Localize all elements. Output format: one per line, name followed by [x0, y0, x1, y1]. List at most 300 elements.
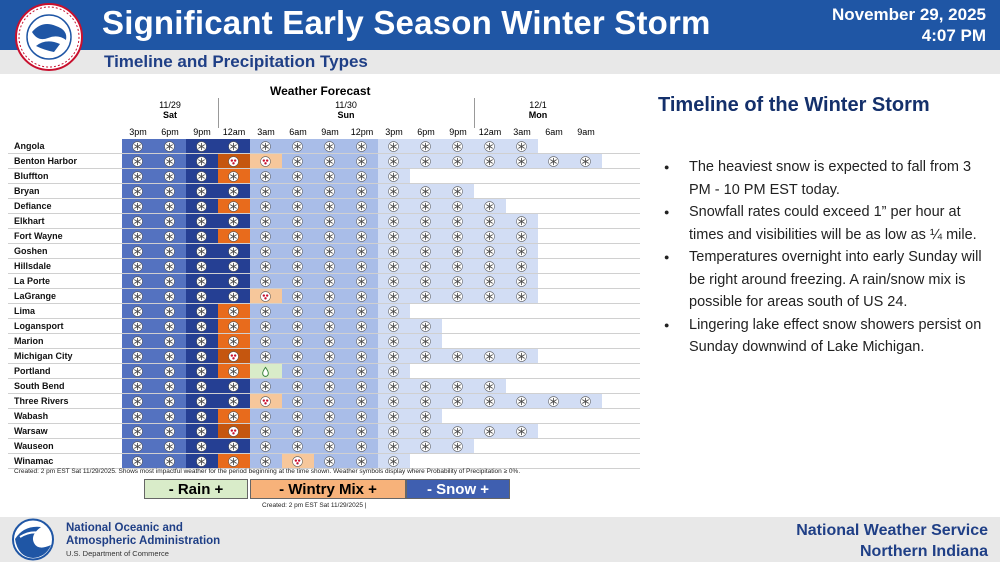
snow-cell	[122, 319, 154, 334]
snow-cell	[282, 349, 314, 364]
wintry-mix-cell	[250, 154, 282, 169]
snow-cell	[186, 244, 218, 259]
snowflake-icon	[260, 171, 271, 182]
snowflake-icon	[292, 426, 303, 437]
snow-cell	[218, 184, 250, 199]
snow-cell	[154, 439, 186, 454]
snowflake-icon	[356, 351, 367, 362]
snow-cell	[474, 199, 506, 214]
time-label: 9pm	[193, 127, 211, 137]
snowflake-icon	[196, 456, 207, 467]
forecast-row	[8, 364, 640, 379]
date-text: November 29, 2025	[831, 5, 986, 24]
snowflake-icon	[164, 261, 175, 272]
snowflake-icon	[132, 426, 143, 437]
snow-cell	[474, 154, 506, 169]
snowflake-icon	[324, 411, 335, 422]
snowflake-icon	[260, 441, 271, 452]
snow-cell	[378, 274, 410, 289]
snow-cell	[218, 394, 250, 409]
snow-cell	[570, 394, 602, 409]
snow-cell	[250, 439, 282, 454]
snow-cell	[474, 394, 506, 409]
snow-cell	[442, 274, 474, 289]
snowflake-icon	[260, 411, 271, 422]
snow-cell	[122, 139, 154, 154]
bullet-text: Snowfall rates could exceed 1” per hour at times and visibilities will be as low as ¼ mile.	[689, 204, 977, 243]
snow-cell	[442, 289, 474, 304]
snowflake-icon	[260, 216, 271, 227]
snowflake-icon	[292, 291, 303, 302]
snow-cell	[378, 184, 410, 199]
snowflake-icon	[292, 381, 303, 392]
snow-cell	[314, 169, 346, 184]
snow-cell	[250, 334, 282, 349]
wintry-mix-cell	[218, 229, 250, 244]
snowflake-icon	[484, 426, 495, 437]
snowflake-icon	[484, 381, 495, 392]
snowflake-icon	[228, 276, 239, 287]
snowflake-icon	[228, 441, 239, 452]
snowflake-icon	[420, 351, 431, 362]
snowflake-icon	[228, 306, 239, 317]
snowflake-icon	[484, 141, 495, 152]
snowflake-icon	[324, 141, 335, 152]
snow-cell	[378, 364, 410, 379]
graphic-title: Weather Forecast	[270, 84, 371, 98]
snow-cell	[154, 139, 186, 154]
snow-cell	[218, 214, 250, 229]
snowflake-icon	[388, 216, 399, 227]
snow-cell	[250, 349, 282, 364]
snowflake-icon	[292, 396, 303, 407]
snowflake-icon	[292, 156, 303, 167]
snowflake-icon	[420, 156, 431, 167]
snowflake-icon	[260, 261, 271, 272]
snowflake-icon	[356, 141, 367, 152]
wintry-mix-cell	[218, 364, 250, 379]
snow-cell	[122, 334, 154, 349]
snowflake-icon	[324, 276, 335, 287]
snowflake-icon	[164, 141, 175, 152]
snowflake-icon	[292, 411, 303, 422]
snowflake-icon	[164, 456, 175, 467]
snow-cell	[154, 394, 186, 409]
snow-cell	[378, 394, 410, 409]
snow-cell	[186, 154, 218, 169]
location-name: Fort Wayne	[14, 231, 63, 241]
snow-cell	[314, 364, 346, 379]
location-name: Goshen	[14, 246, 48, 256]
snow-cell	[250, 379, 282, 394]
snowflake-icon	[356, 441, 367, 452]
forecast-row	[8, 394, 640, 409]
snowflake-icon	[228, 336, 239, 347]
snowflake-icon	[260, 456, 271, 467]
forecast-row	[8, 259, 640, 274]
snowflake-icon	[132, 351, 143, 362]
snow-cell	[442, 229, 474, 244]
snow-cell	[314, 259, 346, 274]
snowflake-icon	[388, 276, 399, 287]
snowflake-icon	[356, 171, 367, 182]
forecast-row	[8, 169, 640, 184]
wintry-mix-cell	[218, 319, 250, 334]
snowflake-icon	[228, 456, 239, 467]
snowflake-icon	[164, 321, 175, 332]
snow-cell	[474, 214, 506, 229]
snowflake-icon	[132, 201, 143, 212]
snowflake-icon	[388, 261, 399, 272]
snow-cell	[442, 214, 474, 229]
snow-cell	[250, 304, 282, 319]
location-name: La Porte	[14, 276, 51, 286]
time-label: 6am	[545, 127, 563, 137]
snow-cell	[314, 199, 346, 214]
day-date: 11/29	[159, 100, 181, 110]
snowflake-icon	[292, 351, 303, 362]
snow-cell	[474, 229, 506, 244]
snowflake-icon	[356, 456, 367, 467]
bullet-dot-icon: ●	[664, 252, 670, 262]
snowflake-icon	[164, 276, 175, 287]
time-label: 9am	[577, 127, 595, 137]
snow-cell	[186, 139, 218, 154]
snowflake-icon	[388, 141, 399, 152]
snow-cell	[154, 229, 186, 244]
snowflake-icon	[260, 426, 271, 437]
snowflake-icon	[388, 186, 399, 197]
snow-cell	[218, 139, 250, 154]
location-name: Wabash	[14, 411, 49, 421]
rain-snow-mix-icon	[260, 156, 271, 167]
noaa-name	[66, 522, 220, 548]
snow-cell	[186, 319, 218, 334]
snow-cell	[122, 379, 154, 394]
snow-cell	[314, 289, 346, 304]
wintry-mix-cell	[218, 169, 250, 184]
snowflake-icon	[420, 201, 431, 212]
snowflake-icon	[388, 201, 399, 212]
forecast-row	[8, 289, 640, 304]
snowflake-icon	[132, 396, 143, 407]
snow-cell	[410, 409, 442, 424]
snow-cell	[154, 289, 186, 304]
snowflake-icon	[292, 336, 303, 347]
day-name: Sat	[162, 110, 177, 120]
bullet-item	[664, 314, 994, 359]
snowflake-icon	[228, 231, 239, 242]
forecast-row	[8, 184, 640, 199]
snowflake-icon	[164, 201, 175, 212]
snow-cell	[474, 289, 506, 304]
wintry-mix-cell	[250, 289, 282, 304]
snow-cell	[442, 259, 474, 274]
snowflake-icon	[228, 216, 239, 227]
snow-cell	[282, 229, 314, 244]
snowflake-icon	[196, 411, 207, 422]
snow-cell	[122, 304, 154, 319]
snow-cell	[378, 259, 410, 274]
snowflake-icon	[292, 171, 303, 182]
snow-cell	[474, 139, 506, 154]
snow-cell	[346, 409, 378, 424]
snow-cell	[442, 199, 474, 214]
snowflake-icon	[356, 276, 367, 287]
snowflake-icon	[260, 351, 271, 362]
snow-cell	[410, 439, 442, 454]
bullet-item	[664, 201, 994, 246]
snowflake-icon	[132, 231, 143, 242]
snow-cell	[378, 349, 410, 364]
snow-cell	[346, 349, 378, 364]
snowflake-icon	[196, 396, 207, 407]
snowflake-icon	[260, 186, 271, 197]
snow-cell	[122, 289, 154, 304]
wintry-mix-cell	[282, 454, 314, 469]
snowflake-icon	[580, 396, 591, 407]
snow-cell	[410, 319, 442, 334]
snow-cell	[122, 154, 154, 169]
snowflake-icon	[164, 351, 175, 362]
time-label: 12am	[478, 127, 502, 137]
noaa-line-1: National Oceanic and	[66, 522, 183, 534]
snowflake-icon	[324, 441, 335, 452]
snowflake-icon	[388, 171, 399, 182]
snow-cell	[474, 424, 506, 439]
snow-cell	[378, 304, 410, 319]
snow-cell	[186, 409, 218, 424]
snow-cell	[154, 454, 186, 469]
snowflake-icon	[228, 171, 239, 182]
snowflake-icon	[356, 156, 367, 167]
snow-cell	[282, 424, 314, 439]
noaa-department: U.S. Department of Commerce	[66, 549, 169, 558]
snowflake-icon	[164, 441, 175, 452]
snow-cell	[250, 214, 282, 229]
snow-cell	[442, 439, 474, 454]
snowflake-icon	[452, 381, 463, 392]
snow-cell	[154, 154, 186, 169]
snow-cell	[282, 304, 314, 319]
snowflake-icon	[292, 141, 303, 152]
wintry-mix-cell	[218, 154, 250, 169]
snow-cell	[282, 439, 314, 454]
snowflake-icon	[132, 411, 143, 422]
snow-cell	[186, 169, 218, 184]
snowflake-icon	[324, 201, 335, 212]
snow-cell	[346, 169, 378, 184]
page-title: Significant Early Season Winter Storm	[102, 4, 711, 41]
snowflake-icon	[356, 366, 367, 377]
snowflake-icon	[516, 426, 527, 437]
snowflake-icon	[420, 411, 431, 422]
day-name: Sun	[337, 110, 355, 120]
snowflake-icon	[228, 381, 239, 392]
snowflake-icon	[516, 276, 527, 287]
snow-cell	[314, 319, 346, 334]
snowflake-icon	[164, 336, 175, 347]
snowflake-icon	[196, 441, 207, 452]
snowflake-icon	[420, 231, 431, 242]
forecast-row	[8, 229, 640, 244]
snow-cell	[122, 184, 154, 199]
time-label: 6pm	[161, 127, 179, 137]
snowflake-icon	[452, 291, 463, 302]
snowflake-icon	[260, 321, 271, 332]
time-label: 12pm	[350, 127, 374, 137]
noaa-logo	[8, 517, 58, 562]
bullet-dot-icon: ●	[664, 207, 670, 217]
snowflake-icon	[196, 366, 207, 377]
snow-cell	[186, 439, 218, 454]
snow-cell	[538, 394, 570, 409]
snowflake-icon	[228, 261, 239, 272]
snowflake-icon	[356, 261, 367, 272]
nws-office	[796, 520, 988, 562]
snowflake-icon	[196, 201, 207, 212]
snowflake-icon	[164, 396, 175, 407]
snowflake-icon	[484, 231, 495, 242]
location-name: Lima	[14, 306, 36, 316]
location-name: Marion	[14, 336, 44, 346]
snow-cell	[122, 454, 154, 469]
snowflake-icon	[324, 381, 335, 392]
snowflake-icon	[292, 246, 303, 257]
snowflake-icon	[228, 186, 239, 197]
snowflake-icon	[324, 171, 335, 182]
snow-cell	[282, 394, 314, 409]
snowflake-icon	[292, 441, 303, 452]
location-name: Michigan City	[14, 351, 73, 361]
snow-cell	[186, 199, 218, 214]
wintry-mix-cell	[218, 424, 250, 439]
snowflake-icon	[388, 366, 399, 377]
snowflake-icon	[324, 336, 335, 347]
snowflake-icon	[228, 246, 239, 257]
snowflake-icon	[452, 156, 463, 167]
snow-cell	[282, 319, 314, 334]
snowflake-icon	[196, 321, 207, 332]
snowflake-icon	[388, 426, 399, 437]
snowflake-icon	[484, 246, 495, 257]
snowflake-icon	[388, 411, 399, 422]
snow-cell	[282, 199, 314, 214]
snow-cell	[314, 439, 346, 454]
snowflake-icon	[164, 366, 175, 377]
snow-cell	[410, 334, 442, 349]
snowflake-icon	[356, 426, 367, 437]
snow-cell	[186, 289, 218, 304]
day-label	[218, 100, 474, 120]
snowflake-icon	[260, 336, 271, 347]
snow-cell	[154, 409, 186, 424]
snow-cell	[442, 379, 474, 394]
snow-cell	[410, 139, 442, 154]
nws-line-2: Northern Indiana	[859, 543, 988, 560]
snow-cell	[282, 334, 314, 349]
snowflake-icon	[196, 216, 207, 227]
bullet-text: Temperatures overnight into early Sunday will be right around freezing. A rain/snow mix is possible for areas south of US 24.	[689, 249, 982, 310]
snowflake-icon	[420, 336, 431, 347]
location-name: Bryan	[14, 186, 40, 196]
time-label: 3pm	[129, 127, 147, 137]
snow-cell	[378, 334, 410, 349]
snowflake-icon	[484, 396, 495, 407]
raindrop-icon	[260, 366, 271, 377]
snow-cell	[346, 454, 378, 469]
snow-cell	[506, 349, 538, 364]
location-name: Wauseon	[14, 441, 54, 451]
bullet-list	[664, 156, 994, 359]
snowflake-icon	[324, 291, 335, 302]
snow-cell	[378, 244, 410, 259]
snow-cell	[346, 244, 378, 259]
snow-cell	[154, 379, 186, 394]
snow-cell	[506, 259, 538, 274]
snow-cell	[186, 334, 218, 349]
wintry-mix-cell	[218, 304, 250, 319]
day-date: 11/30	[335, 100, 357, 110]
snowflake-icon	[516, 141, 527, 152]
snow-cell	[410, 199, 442, 214]
snow-cell	[442, 154, 474, 169]
snowflake-icon	[228, 321, 239, 332]
snowflake-icon	[356, 336, 367, 347]
snow-cell	[154, 244, 186, 259]
snow-cell	[474, 379, 506, 394]
forecast-row	[8, 454, 640, 469]
snowflake-icon	[324, 306, 335, 317]
snow-cell	[346, 214, 378, 229]
snowflake-icon	[420, 291, 431, 302]
day-separator	[218, 98, 219, 128]
snowflake-icon	[196, 276, 207, 287]
bullet-item	[664, 156, 994, 201]
snowflake-icon	[132, 366, 143, 377]
snow-cell	[314, 409, 346, 424]
snowflake-icon	[228, 291, 239, 302]
snowflake-icon	[324, 261, 335, 272]
snow-cell	[538, 154, 570, 169]
rain-snow-mix-icon	[260, 291, 271, 302]
snow-cell	[282, 289, 314, 304]
snowflake-icon	[196, 156, 207, 167]
wintry-mix-cell	[250, 394, 282, 409]
snowflake-icon	[356, 246, 367, 257]
snow-cell	[186, 259, 218, 274]
snow-cell	[506, 289, 538, 304]
snowflake-icon	[452, 396, 463, 407]
snow-cell	[122, 409, 154, 424]
snowflake-icon	[260, 246, 271, 257]
snowflake-icon	[324, 456, 335, 467]
snowflake-icon	[356, 381, 367, 392]
snow-cell	[122, 439, 154, 454]
snowflake-icon	[452, 186, 463, 197]
snow-cell	[410, 394, 442, 409]
snow-cell	[250, 424, 282, 439]
snow-cell	[218, 289, 250, 304]
snow-cell	[474, 274, 506, 289]
snowflake-icon	[132, 171, 143, 182]
snow-cell	[122, 364, 154, 379]
rain-cell	[250, 364, 282, 379]
snowflake-icon	[420, 321, 431, 332]
snow-cell	[154, 214, 186, 229]
snowflake-icon	[516, 396, 527, 407]
snow-cell	[474, 349, 506, 364]
